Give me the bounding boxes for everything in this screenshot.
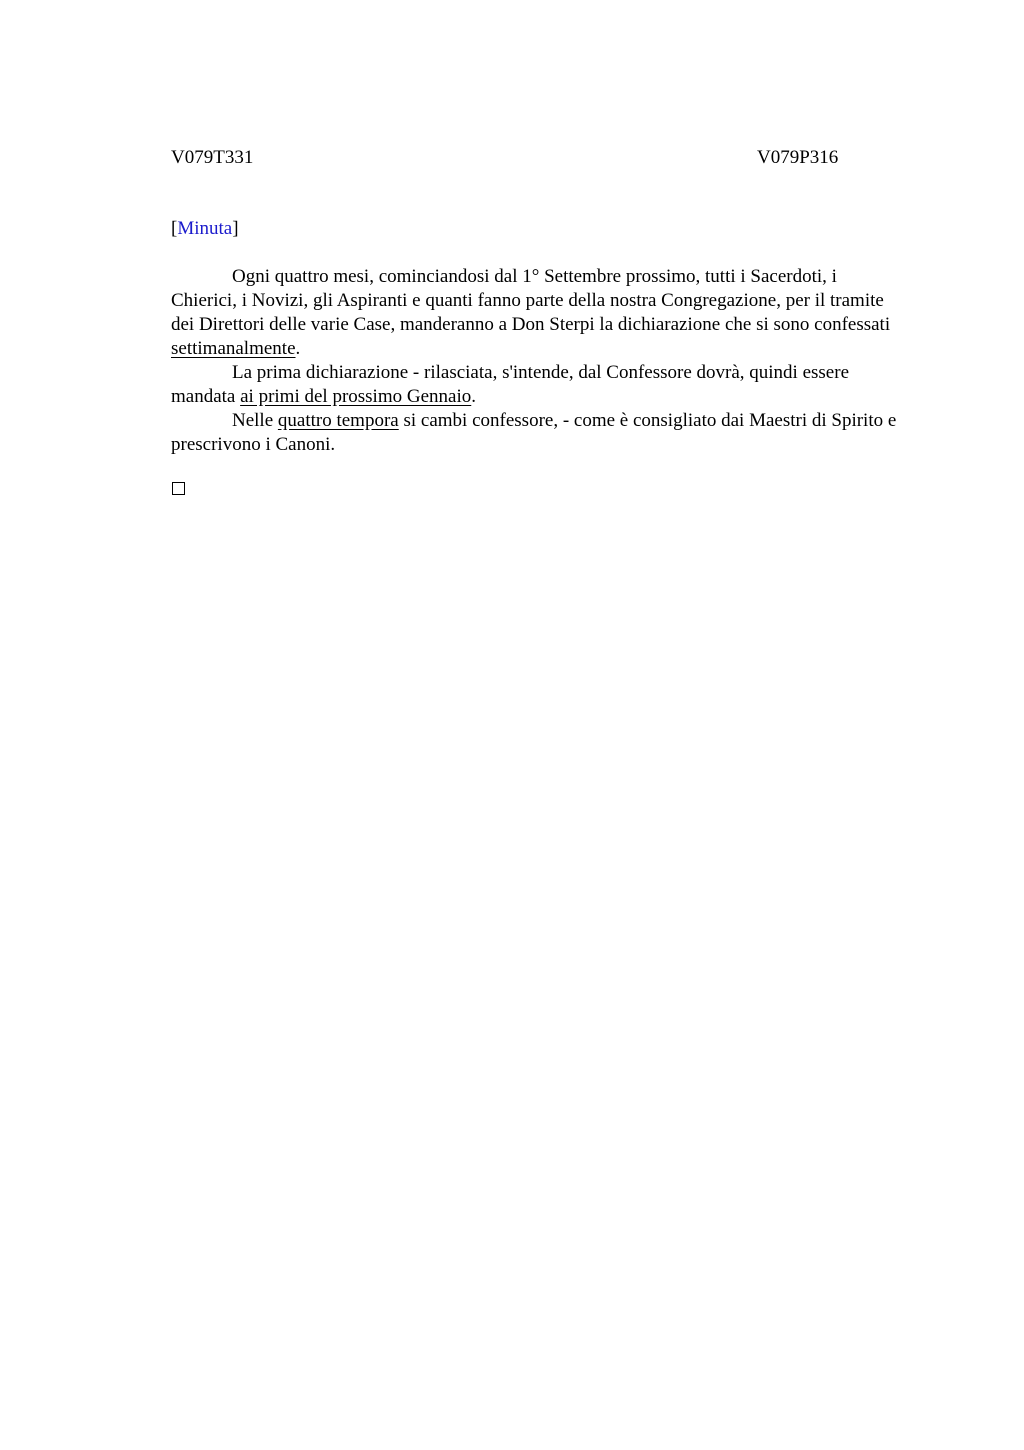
paragraph-1-underlined: settimanalmente [171, 338, 296, 359]
paragraph-1-text: Ogni quattro mesi, cominciandosi dal 1° Settembre prossimo, tutti i Sacerdoti, i Chierici, i Novizi, gli Aspiranti e quanti fanno parte della nostra Congregazione, per il tramite dei Direttori delle varie Case, manderanno a Don Sterpi la dichiarazione che si sono confessati [171, 266, 891, 335]
label-open-bracket: [ [171, 218, 178, 239]
paragraph-2-text: La prima dichiarazione - rilasciata, s'intende, dal Confessore dovrà, quindi essere mandata [171, 362, 849, 407]
minuta-link[interactable]: Minuta [177, 218, 233, 239]
square-outline-icon [172, 482, 185, 495]
paragraph-2 [171, 361, 906, 409]
paragraph-3 [171, 409, 906, 457]
paragraph-3-underlined: quattro tempora [277, 410, 399, 431]
paragraph-2-end: . [471, 386, 476, 407]
paragraph-1-end: . [295, 338, 301, 359]
document-code-left: V079T331 [171, 147, 254, 168]
document-body [171, 265, 906, 457]
paragraph-1 [171, 265, 906, 361]
paragraph-3-text: Nelle [232, 410, 278, 431]
minuta-label [171, 217, 239, 241]
document-code-right: V079P316 [757, 147, 839, 168]
document-page [171, 0, 906, 1450]
paragraph-3-end: si cambi confessore, - come è consigliato dai Maestri di Spirito e prescrivono i Canoni. [171, 410, 897, 455]
label-close-bracket: ] [232, 218, 239, 239]
paragraph-2-underlined: ai primi del prossimo Gennaio [240, 386, 472, 407]
